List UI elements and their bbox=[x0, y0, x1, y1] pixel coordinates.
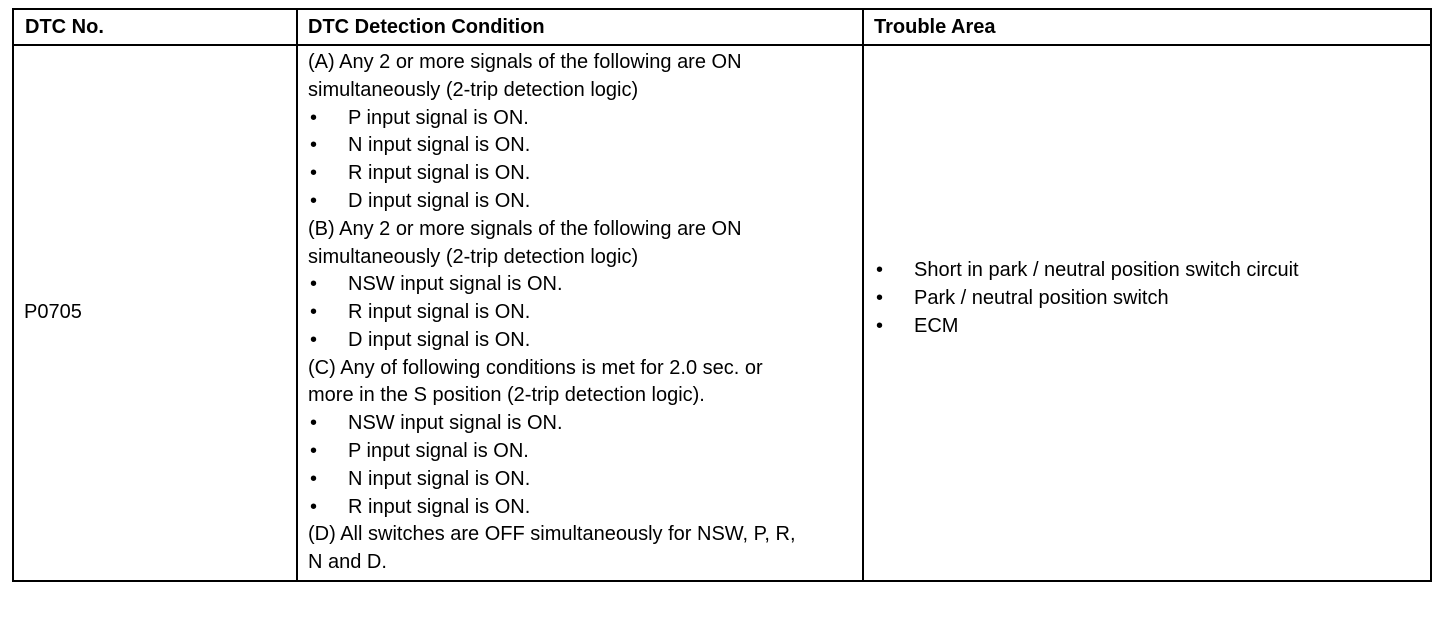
condition-c-intro-line: (C) Any of following conditions is met for 2.0 sec. or bbox=[308, 356, 763, 379]
table-header-row bbox=[13, 9, 1431, 45]
condition-d-line: (D) All switches are OFF simultaneously for NSW, P, R, bbox=[308, 523, 796, 546]
bullet-icon: • bbox=[310, 162, 318, 185]
condition-c-item bbox=[308, 438, 862, 466]
condition-a-item bbox=[308, 188, 862, 216]
condition-b-intro-line: (B) Any 2 or more signals of the following are ON bbox=[308, 217, 742, 240]
table-row bbox=[13, 45, 1431, 581]
trouble-area-text: Park / neutral position switch bbox=[914, 287, 1169, 310]
condition-b-item bbox=[308, 299, 862, 327]
condition-item-text: R input signal is ON. bbox=[348, 162, 531, 185]
trouble-area-item bbox=[874, 313, 1430, 341]
bullet-icon: • bbox=[310, 328, 318, 351]
condition-c-item bbox=[308, 466, 862, 494]
condition-item-text: NSW input signal is ON. bbox=[348, 273, 563, 296]
condition-item-text: R input signal is ON. bbox=[348, 495, 531, 518]
bullet-icon: • bbox=[310, 467, 318, 490]
trouble-area-cell bbox=[863, 45, 1431, 581]
condition-item-text: D input signal is ON. bbox=[348, 189, 531, 212]
condition-item-text: D input signal is ON. bbox=[348, 328, 531, 351]
bullet-icon: • bbox=[310, 440, 318, 463]
trouble-area-text: ECM bbox=[914, 314, 959, 337]
bullet-icon: • bbox=[310, 495, 318, 518]
bullet-icon: • bbox=[876, 287, 884, 310]
header-trouble-area: Trouble Area bbox=[863, 9, 1431, 45]
condition-c-intro-line: more in the S position (2-trip detection logic). bbox=[308, 384, 705, 407]
condition-b-intro-line: simultaneously (2-trip detection logic) bbox=[308, 245, 639, 268]
condition-c-item bbox=[308, 494, 862, 522]
bullet-icon: • bbox=[310, 301, 318, 324]
bullet-icon: • bbox=[310, 273, 318, 296]
bullet-icon: • bbox=[876, 314, 884, 337]
condition-item-text: N input signal is ON. bbox=[348, 134, 531, 157]
condition-b-item bbox=[308, 271, 862, 299]
trouble-area-item bbox=[874, 285, 1430, 313]
condition-item-text: P input signal is ON. bbox=[348, 106, 529, 129]
dtc-table bbox=[12, 8, 1432, 582]
condition-item-text: NSW input signal is ON. bbox=[348, 412, 563, 435]
trouble-area-text: Short in park / neutral position switch circuit bbox=[914, 259, 1299, 282]
condition-a-item bbox=[308, 132, 862, 160]
condition-c-item bbox=[308, 410, 862, 438]
condition-a-item bbox=[308, 105, 862, 133]
condition-item-text: P input signal is ON. bbox=[348, 440, 529, 463]
bullet-icon: • bbox=[310, 134, 318, 157]
bullet-icon: • bbox=[310, 412, 318, 435]
header-dtc-no: DTC No. bbox=[13, 9, 297, 45]
bullet-icon: • bbox=[876, 259, 884, 282]
condition-item-text: R input signal is ON. bbox=[348, 301, 531, 324]
condition-a-intro-line: simultaneously (2-trip detection logic) bbox=[308, 78, 639, 101]
header-detection-condition: DTC Detection Condition bbox=[297, 9, 863, 45]
dtc-code-cell: P0705 bbox=[13, 45, 297, 581]
condition-a-item bbox=[308, 160, 862, 188]
condition-d-line: N and D. bbox=[308, 551, 387, 574]
bullet-icon: • bbox=[310, 106, 318, 129]
bullet-icon: • bbox=[310, 189, 318, 212]
condition-b-item bbox=[308, 327, 862, 355]
condition-a-intro-line: (A) Any 2 or more signals of the following are ON bbox=[308, 50, 742, 73]
trouble-area-list bbox=[874, 257, 1430, 340]
condition-item-text: N input signal is ON. bbox=[348, 467, 531, 490]
trouble-area-item bbox=[874, 257, 1430, 285]
detection-condition-cell bbox=[297, 45, 863, 581]
